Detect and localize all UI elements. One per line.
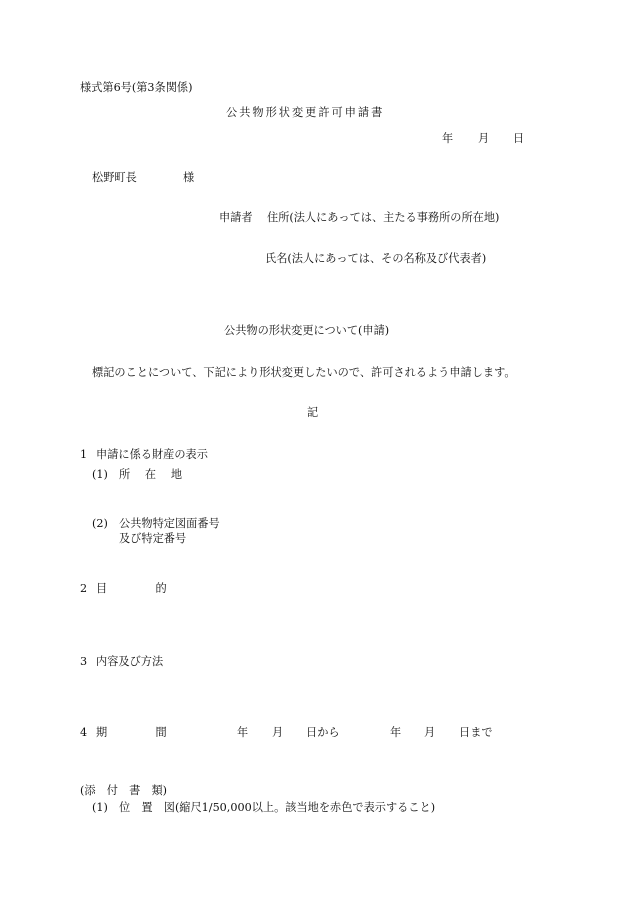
addressee-honorific: 様 — [183, 171, 195, 184]
item-1-label: 申請に係る財産の表示 — [96, 448, 208, 461]
item-1-sub2-label-line2: 及び特定番号 — [119, 532, 187, 545]
attachment-1-number: (1) — [92, 801, 108, 814]
item-2-label: 目 的 — [96, 582, 167, 595]
date-month-label: 月 — [478, 132, 490, 145]
applicant-name-label: 氏名(法人にあっては、その名称及び代表者) — [265, 252, 487, 265]
item-1-sub2-label-line1: 公共物特定図面番号 — [119, 517, 220, 530]
period-end-month: 月 — [424, 726, 436, 739]
form-title: 公共物形状変更許可申請書 — [226, 106, 385, 119]
item-1-sub2-number: (2) — [92, 517, 108, 530]
addressee-name: 松野町長 — [92, 171, 137, 184]
attachment-1-text: 位 置 図(縮尺1/50,000以上。該当地を赤色で表示すること) — [119, 801, 436, 814]
item-1-sub1-number: (1) — [92, 468, 108, 481]
form-number: 様式第6号(第3条関係) — [80, 81, 193, 94]
period-start-year: 年 — [237, 726, 249, 739]
item-2-number: 2 — [80, 582, 88, 595]
body-text: 標記のことについて、下記により形状変更したいので、許可されるよう申請します。 — [92, 366, 516, 379]
ki-heading: 記 — [307, 406, 319, 419]
attachments-heading: (添 付 書 類) — [80, 784, 168, 797]
applicant-address-label: 住所(法人にあっては、主たる事務所の所在地) — [267, 211, 500, 224]
date-day-label: 日 — [513, 132, 525, 145]
item-1-sub1-label: 所 在 地 — [119, 468, 183, 481]
period-start-day: 日から — [306, 726, 340, 739]
item-3-number: 3 — [80, 655, 88, 668]
applicant-label: 申請者 — [219, 211, 253, 224]
period-end-day: 日まで — [459, 726, 493, 739]
item-1-number: 1 — [80, 448, 88, 461]
subject-line: 公共物の形状変更について(申請) — [224, 324, 390, 337]
item-4-label: 期 間 — [96, 726, 167, 739]
period-end-year: 年 — [390, 726, 402, 739]
item-3-label: 内容及び方法 — [96, 655, 164, 668]
item-4-number: 4 — [80, 726, 88, 739]
period-start-month: 月 — [272, 726, 284, 739]
date-year-label: 年 — [442, 132, 454, 145]
